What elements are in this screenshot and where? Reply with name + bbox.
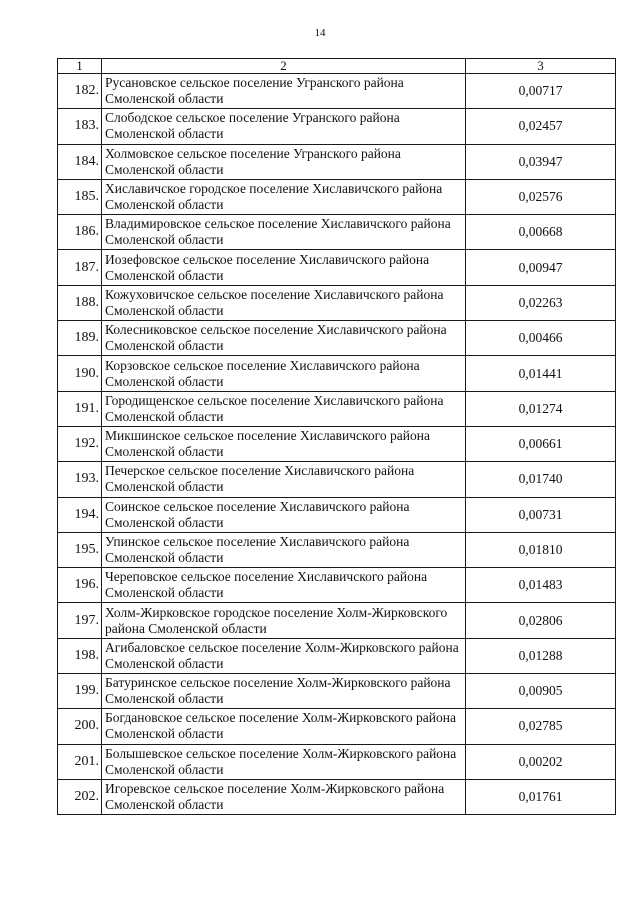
settlement-name-cell: Кожуховичское сельское поселение Хиславичского района Смоленской области xyxy=(102,285,466,320)
settlement-name-cell: Холмовское сельское поселение Угранского района Смоленской области xyxy=(102,144,466,179)
table-row xyxy=(58,709,616,744)
settlement-name-cell: Городищенское сельское поселение Хиславичского района Смоленской области xyxy=(102,391,466,426)
row-number-cell: 198. xyxy=(58,638,102,673)
table-row xyxy=(58,250,616,285)
row-number-cell: 191. xyxy=(58,391,102,426)
table-row xyxy=(58,391,616,426)
settlement-name-cell: Холм-Жирковское городское поселение Холм-Жирковского района Смоленской области xyxy=(102,603,466,638)
value-cell: 0,02785 xyxy=(466,709,616,744)
table-row xyxy=(58,285,616,320)
row-number-cell: 184. xyxy=(58,144,102,179)
settlement-name-cell: Агибаловское сельское поселение Холм-Жирковского района Смоленской области xyxy=(102,638,466,673)
settlement-name-cell: Иозефовское сельское поселение Хиславичского района Смоленской области xyxy=(102,250,466,285)
row-number-cell: 196. xyxy=(58,568,102,603)
value-cell: 0,01740 xyxy=(466,462,616,497)
value-cell: 0,00466 xyxy=(466,321,616,356)
row-number-cell: 190. xyxy=(58,356,102,391)
settlement-name-cell: Хиславичское городское поселение Хиславичского района Смоленской области xyxy=(102,179,466,214)
row-number-cell: 187. xyxy=(58,250,102,285)
value-cell: 0,00202 xyxy=(466,744,616,779)
settlement-name-cell: Корзовское сельское поселение Хиславичского района Смоленской области xyxy=(102,356,466,391)
header-col-1: 1 xyxy=(58,59,102,74)
settlement-name-cell: Владимировское сельское поселение Хиславичского района Смоленской области xyxy=(102,215,466,250)
row-number-cell: 185. xyxy=(58,179,102,214)
row-number-cell: 188. xyxy=(58,285,102,320)
value-cell: 0,02457 xyxy=(466,109,616,144)
row-number-cell: 189. xyxy=(58,321,102,356)
table-row xyxy=(58,462,616,497)
settlement-name-cell: Слободское сельское поселение Угранского района Смоленской области xyxy=(102,109,466,144)
settlement-name-cell: Игоревское сельское поселение Холм-Жирковского района Смоленской области xyxy=(102,779,466,814)
row-number-cell: 193. xyxy=(58,462,102,497)
settlement-name-cell: Печерское сельское поселение Хиславичского района Смоленской области xyxy=(102,462,466,497)
row-number-cell: 200. xyxy=(58,709,102,744)
table-row xyxy=(58,568,616,603)
value-cell: 0,03947 xyxy=(466,144,616,179)
table-row xyxy=(58,426,616,461)
settlement-name-cell: Череповское сельское поселение Хиславичского района Смоленской области xyxy=(102,568,466,603)
value-cell: 0,02576 xyxy=(466,179,616,214)
table-header-row xyxy=(58,59,616,74)
settlement-name-cell: Микшинское сельское поселение Хиславичского района Смоленской области xyxy=(102,426,466,461)
row-number-cell: 199. xyxy=(58,674,102,709)
value-cell: 0,01274 xyxy=(466,391,616,426)
page-number: 14 xyxy=(314,27,326,39)
table-row xyxy=(58,109,616,144)
table-row xyxy=(58,532,616,567)
table-row xyxy=(58,144,616,179)
value-cell: 0,00661 xyxy=(466,426,616,461)
table-row xyxy=(58,215,616,250)
row-number-cell: 186. xyxy=(58,215,102,250)
value-cell: 0,01288 xyxy=(466,638,616,673)
settlement-name-cell: Батуринское сельское поселение Холм-Жирковского района Смоленской области xyxy=(102,674,466,709)
table-row xyxy=(58,603,616,638)
table-row xyxy=(58,497,616,532)
distribution-table xyxy=(57,58,616,815)
value-cell: 0,00717 xyxy=(466,74,616,109)
header-col-2: 2 xyxy=(102,59,466,74)
table-row xyxy=(58,744,616,779)
table-row xyxy=(58,356,616,391)
value-cell: 0,01441 xyxy=(466,356,616,391)
table-row xyxy=(58,179,616,214)
value-cell: 0,01483 xyxy=(466,568,616,603)
settlement-name-cell: Соинское сельское поселение Хиславичского района Смоленской области xyxy=(102,497,466,532)
row-number-cell: 192. xyxy=(58,426,102,461)
row-number-cell: 202. xyxy=(58,779,102,814)
settlement-name-cell: Русановское сельское поселение Угранского района Смоленской области xyxy=(102,74,466,109)
settlement-name-cell: Болышевское сельское поселение Холм-Жирковского района Смоленской области xyxy=(102,744,466,779)
settlement-name-cell: Колесниковское сельское поселение Хиславичского района Смоленской области xyxy=(102,321,466,356)
row-number-cell: 182. xyxy=(58,74,102,109)
value-cell: 0,02263 xyxy=(466,285,616,320)
table-row xyxy=(58,674,616,709)
value-cell: 0,00947 xyxy=(466,250,616,285)
row-number-cell: 183. xyxy=(58,109,102,144)
table-row xyxy=(58,74,616,109)
table-body xyxy=(58,74,616,815)
table-row xyxy=(58,321,616,356)
table-row xyxy=(58,638,616,673)
value-cell: 0,02806 xyxy=(466,603,616,638)
row-number-cell: 195. xyxy=(58,532,102,567)
row-number-cell: 197. xyxy=(58,603,102,638)
value-cell: 0,01761 xyxy=(466,779,616,814)
value-cell: 0,00905 xyxy=(466,674,616,709)
row-number-cell: 194. xyxy=(58,497,102,532)
table-row xyxy=(58,779,616,814)
value-cell: 0,00668 xyxy=(466,215,616,250)
value-cell: 0,00731 xyxy=(466,497,616,532)
settlement-name-cell: Упинское сельское поселение Хиславичского района Смоленской области xyxy=(102,532,466,567)
value-cell: 0,01810 xyxy=(466,532,616,567)
header-col-3: 3 xyxy=(466,59,616,74)
settlement-name-cell: Богдановское сельское поселение Холм-Жирковского района Смоленской области xyxy=(102,709,466,744)
row-number-cell: 201. xyxy=(58,744,102,779)
